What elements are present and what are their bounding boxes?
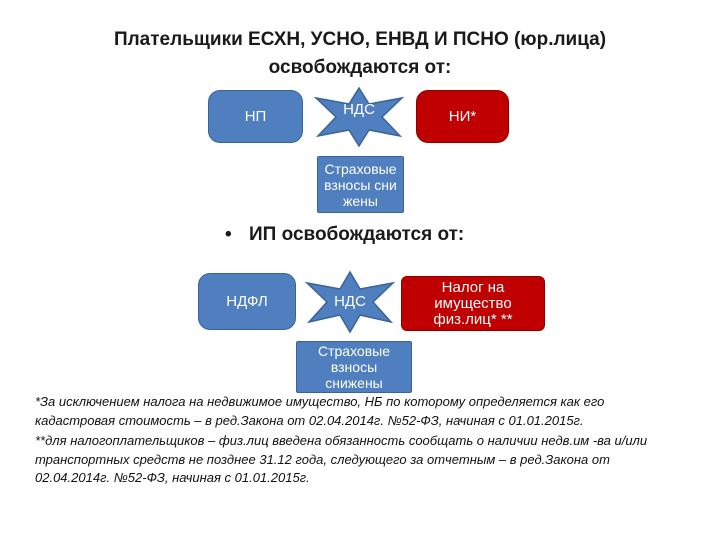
np-box-label: НП [244,108,267,125]
slide-title [60,26,660,82]
property-tax-box-label: НИ* [448,108,477,125]
individual-property-tax-box-label: Налог на имущество физ.лиц* ** [433,278,513,328]
bullet-heading [225,224,464,246]
footnotes [35,393,675,490]
ndfl-box-label: НДФЛ [226,293,268,310]
bullet-dot: • [225,224,232,245]
insurance-box-1 [317,156,404,213]
footnote-2: **для налогоплательщиков – физ.лиц введена обязанность сообщать о наличии недв.им -ва и/или транспортных средств не позднее 31.12 года, следующего за отчетным – в ред.Закона от 02.04.2014г. №52-ФЗ, начиная с 01.01.2015г. [35,433,648,485]
footnote-1: *За исключением налога на недвижимое имущество, НБ по которому определяется как его кадастровая стоимость – в ред.Закона от 02.04.2014г. №52-ФЗ, начиная с 01.01.2015г. [35,394,605,428]
np-box [208,90,303,143]
bullet-heading-text: ИП освобождаются от: [249,224,465,245]
title-line-1: Плательщики ЕСХН, УСНО, ЕНВД И ПСНО (юр.лица) [113,29,607,50]
ndfl-box [198,273,296,330]
insurance-box-2 [296,341,412,393]
insurance-box-1-label: Страховые взносы снижены [324,160,397,209]
vat-star-label-2: НДС [334,292,366,310]
title-line-2: освобождаются от: [268,57,452,78]
insurance-box-2-label: Страховые взносы снижены [317,343,390,391]
property-tax-box [416,90,509,143]
individual-property-tax-box [401,276,545,331]
vat-star-label-1: НДС [343,100,375,118]
